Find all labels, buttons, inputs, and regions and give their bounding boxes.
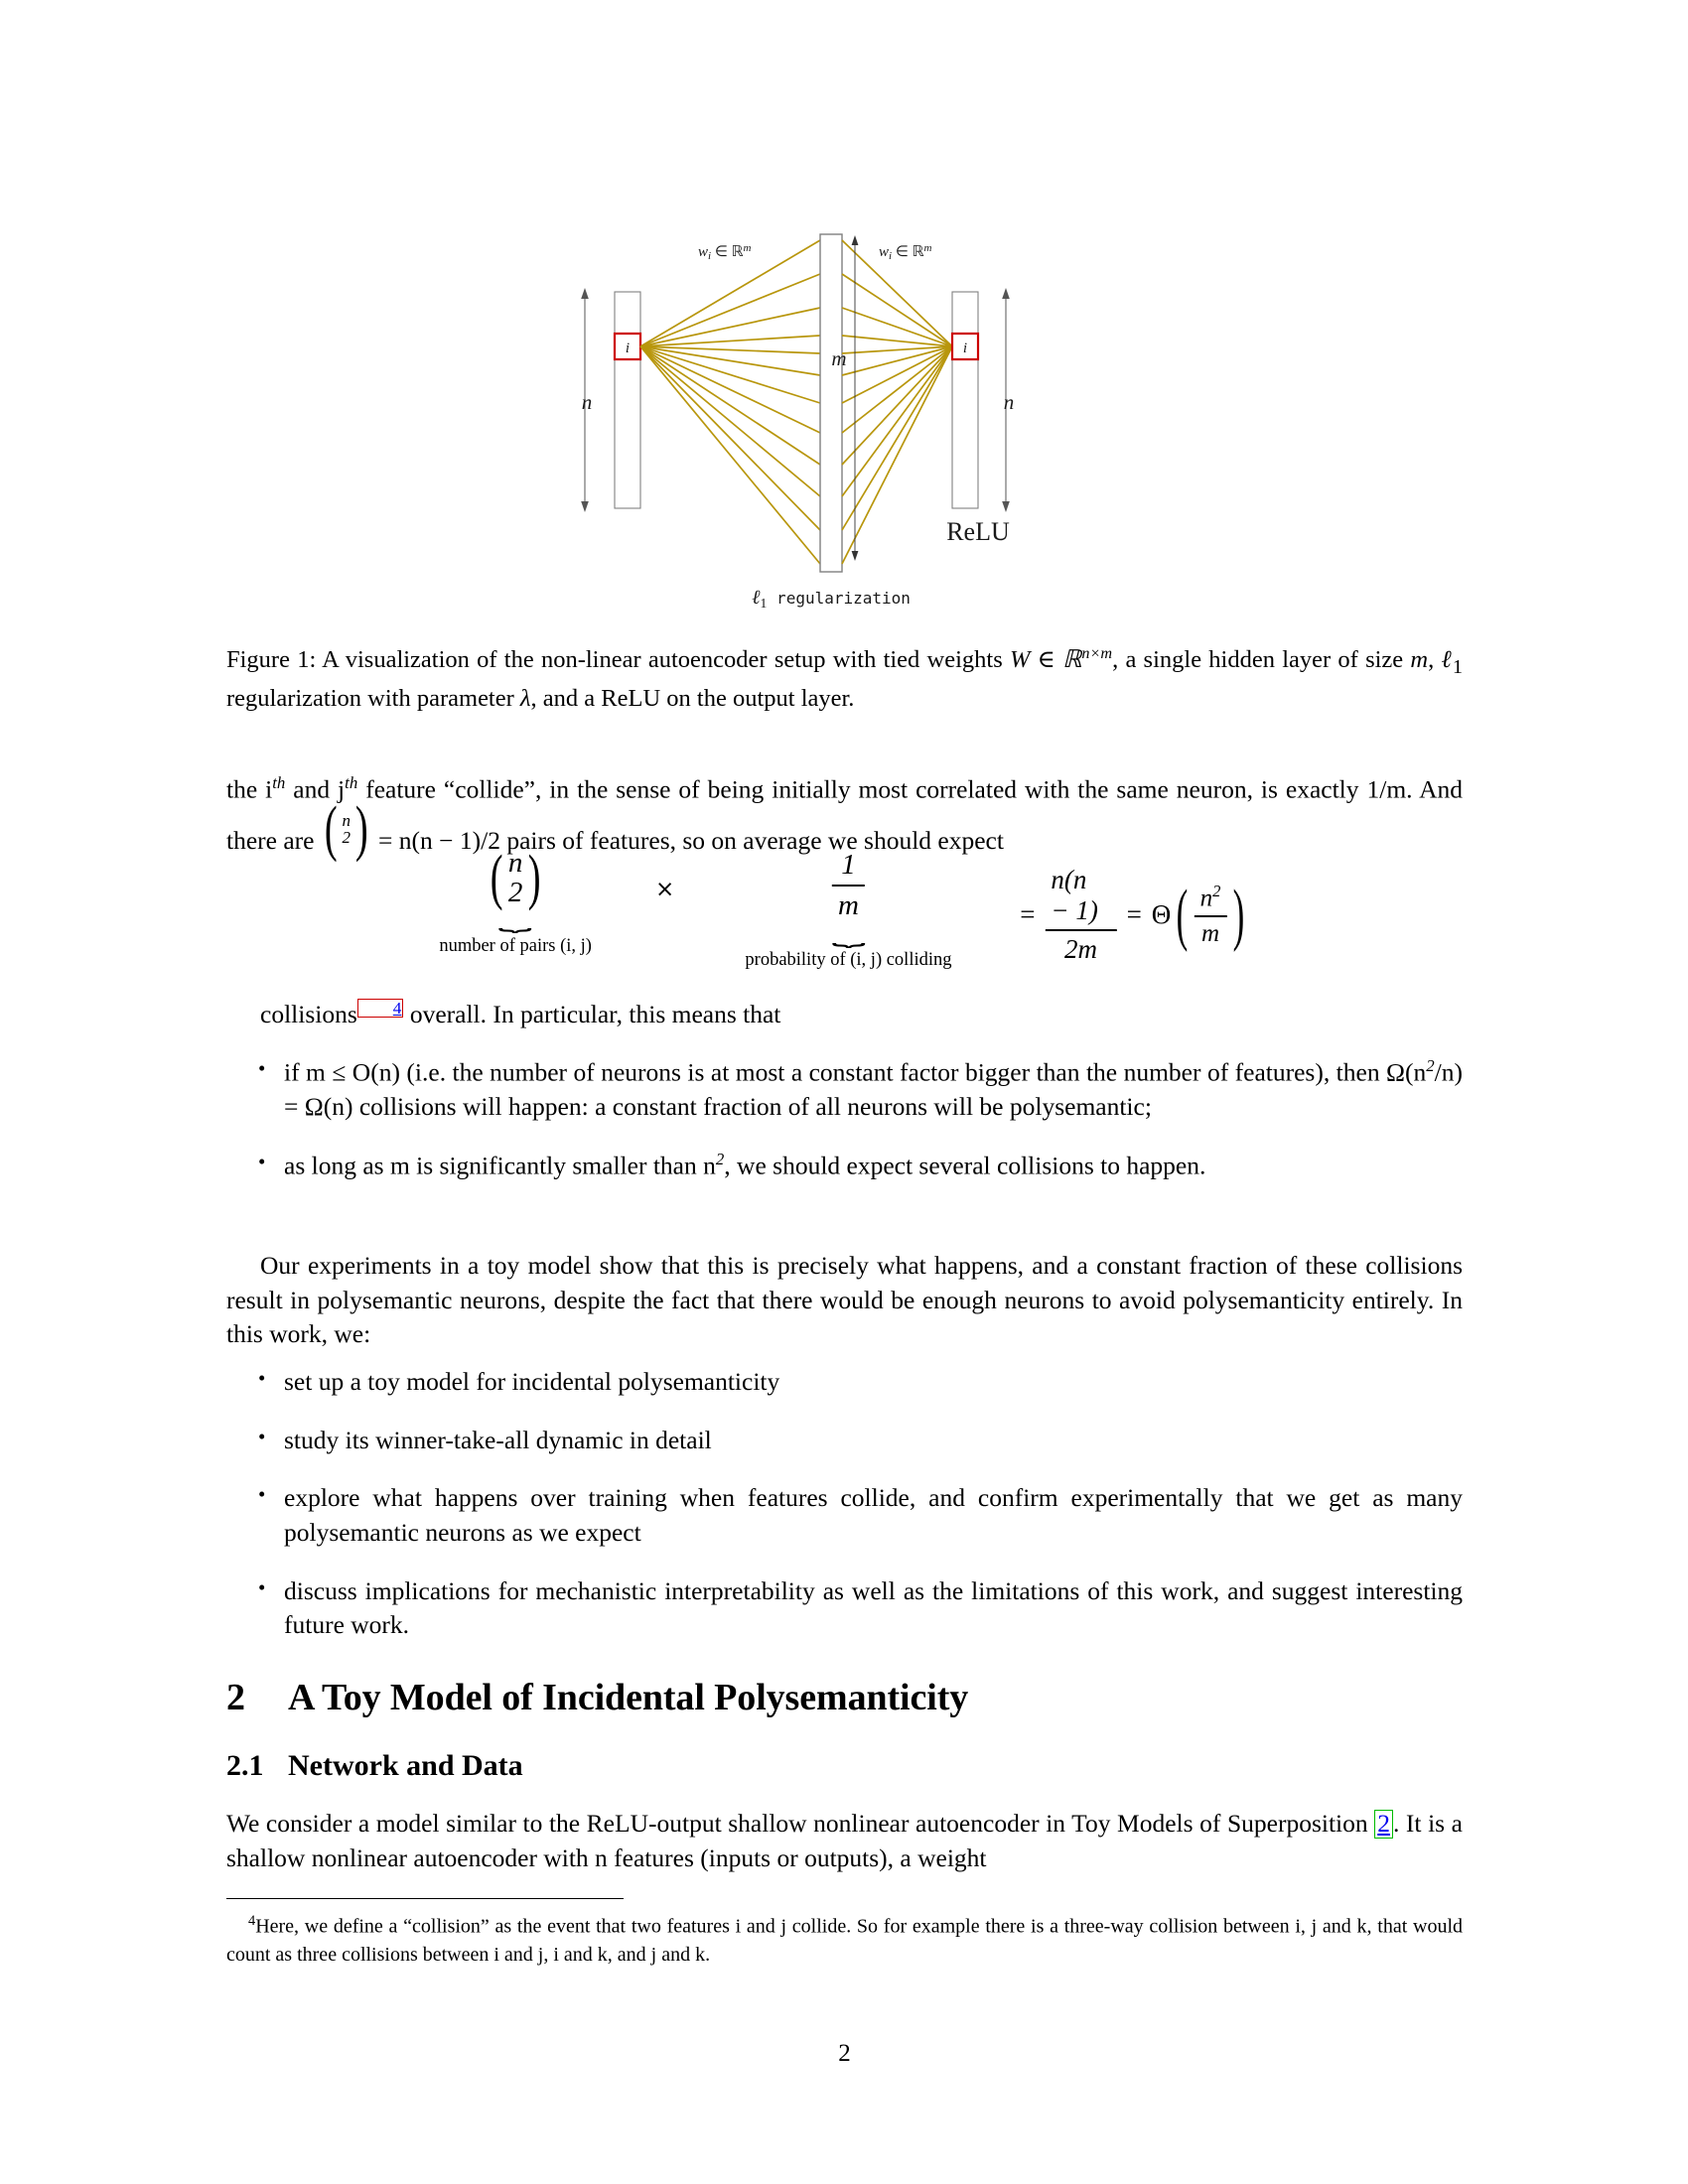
eq-right-hand-side (1010, 865, 1249, 965)
inline-binomial: ( n 2 ) (324, 795, 368, 864)
caption-math-lambda: λ (519, 685, 531, 713)
collisions-text-a: collisions (260, 1000, 357, 1028)
underbrace-right-label: probability of (i, j) colliding (745, 950, 952, 971)
figure-1 (226, 226, 1463, 623)
l1-regularization-label: ℓ$_1$ $^{regularization}$ (752, 587, 911, 612)
list-item (254, 1149, 1463, 1183)
binomial-coefficient (487, 844, 544, 912)
binom-left-paren: ( (491, 844, 503, 912)
theta-symbol: Θ (1151, 898, 1172, 929)
collide-sup-2: th (345, 773, 358, 792)
fraction-nn1-over-2m (1045, 865, 1116, 965)
output-layer-rect (952, 292, 978, 508)
bullet2-text-a: as long as m is significantly smaller than n (284, 1151, 716, 1180)
collide-t5: = n(n − 1)/2 pairs of features, so on average we should expect (371, 826, 1004, 856)
eq-term-binomial (439, 844, 592, 957)
equals-sign-2: = (1126, 898, 1142, 929)
theta-numerator: $n^2$ (1199, 881, 1221, 912)
input-layer-rect (615, 292, 640, 508)
implications-list (254, 1055, 1463, 1183)
weconsider-text-b: . It is a shallow nonlinear autoencoder with n features (inputs or outputs), a weight (226, 1809, 1463, 1872)
theta-right-paren: ) (1232, 876, 1244, 953)
hidden-size-label: m (831, 346, 847, 370)
input-feature-i-label: i (625, 341, 631, 356)
footnote-separator (226, 1898, 624, 1899)
underbrace-left-label: number of pairs (i, j) (439, 935, 592, 956)
contributions-list (254, 1365, 1463, 1643)
list-item: • set up a toy model for incidental polysemanticity (254, 1365, 1463, 1400)
collide-t1: the i (226, 774, 273, 804)
caption-label: Figure 1: (226, 646, 317, 674)
theta-fraction-bar (1195, 915, 1227, 917)
binom-n: n (507, 847, 523, 879)
section-title: A Toy Model of Incidental Polysemanticity (288, 1677, 969, 1718)
underbrace-left-glyph: ⏟ (498, 903, 533, 933)
rhs-numerator: n(n − 1) (1051, 865, 1098, 925)
encoder-weight-label: $w_i$ ∈ ℝ$^m$ (698, 242, 752, 262)
caption-text-2: , a single hidden layer of size (1112, 646, 1411, 674)
footnote-link-4[interactable]: 4 (357, 999, 404, 1018)
figure-caption (226, 643, 1463, 716)
output-feature-i-label: i (962, 341, 968, 356)
caption-text-4: regularization with parameter (226, 685, 520, 713)
citation-link-2[interactable]: 2 (1374, 1810, 1393, 1839)
relu-label: ReLU (946, 517, 1010, 546)
paragraph-collide (226, 772, 1464, 864)
multiplication-sign: × (654, 877, 675, 902)
collide-sup-1: th (272, 773, 286, 792)
paragraph-we-consider (226, 1807, 1463, 1875)
caption-math-ell: ℓ (1441, 646, 1453, 674)
subsection-number: 2.1 (226, 1749, 264, 1782)
output-size-label: n (1003, 390, 1015, 414)
collisions-text-b: overall. In particular, this means that (403, 1000, 781, 1028)
collide-t2: and j (285, 774, 346, 804)
fraction-bar (832, 885, 865, 887)
encoder-edges (640, 240, 820, 564)
binom-2: 2 (507, 876, 523, 908)
bullet1-sup: 2 (1426, 1056, 1435, 1075)
collide-t4: is exactly 1/m. And there are (226, 774, 1464, 856)
section-number: 2 (226, 1677, 245, 1718)
footnote-4 (226, 1911, 1463, 1969)
autoencoder-diagram (569, 226, 1120, 623)
subsection-title: Network and Data (288, 1749, 523, 1782)
weconsider-text-a: We consider a model similar to the ReLU-output shallow nonlinear autoencoder in Toy Models of Superposition (226, 1809, 1375, 1838)
equals-sign-1: = (1020, 898, 1036, 929)
paragraph-collisions (226, 998, 1463, 1032)
fraction-n2-over-m (1195, 882, 1227, 948)
caption-text-1: A visualization of the non-linear autoencoder setup with tied weights (316, 646, 1010, 674)
list-item: • discuss implications for mechanistic interpretability as well as the limitations of this work, and suggest interesting future work. (254, 1574, 1463, 1643)
fraction-one-over-m (832, 849, 865, 922)
theta-denominator: m (1200, 919, 1220, 947)
theta-left-paren: ( (1177, 876, 1189, 953)
frac-denominator-m: m (837, 888, 859, 921)
subsection-heading-2-1 (226, 1749, 1463, 1783)
caption-math-m: m (1410, 646, 1429, 674)
bullet1-text-b: /n) = Ω(n) collisions will happen: a constant fraction of all neurons will be polysemantic; (284, 1057, 1463, 1122)
section-heading-2 (226, 1676, 1463, 1719)
page-number: 2 (838, 2040, 851, 2067)
decoder-edges (842, 240, 952, 564)
bullet2-text-b: , we should expect several collisions to happen. (724, 1151, 1206, 1180)
rhs-denominator: 2m (1063, 933, 1097, 964)
caption-text-5: , and a ReLU on the output layer. (530, 685, 855, 713)
input-size-label: n (581, 390, 593, 414)
eq-term-probability (745, 849, 951, 971)
decoder-weight-label: $w_i$ ∈ ℝ$^m$ (879, 242, 932, 262)
hidden-layer-rect (820, 234, 842, 572)
display-equation (226, 844, 1463, 983)
collide-t3: feature “collide”, in the sense of being initially most correlated with the same neuron, (357, 774, 1253, 804)
footnote-text: Here, we define a “collision” as the event that two features i and j collide. So for example there is a three-way collision between i, j and k, that would count as three collisions between i and j, i and k, and j and k. (226, 1915, 1463, 1966)
caption-text-3: , (1428, 646, 1442, 674)
bullet2-sup: 2 (715, 1149, 725, 1168)
binom-right-paren: ) (527, 844, 541, 912)
list-item (254, 1055, 1463, 1125)
rhs-fraction-bar (1045, 929, 1116, 931)
caption-math-W-sup: n×m (1081, 645, 1113, 662)
footnote-marker: 4 (248, 1913, 256, 1929)
caption-math-ell-sub: 1 (1452, 656, 1464, 679)
bullet1-text-a: if m ≤ O(n) (i.e. the number of neurons is at most a constant factor bigger than the number of features), then Ω(n (284, 1057, 1427, 1087)
paragraph-experiments: Our experiments in a toy model show that this is precisely what happens, and a constant fraction of these collisions result in polysemantic neurons, despite the fact that there would be enough neurons to avoid polysemanticity entirely. In this work, we: (226, 1251, 1463, 1349)
frac-numerator-1: 1 (841, 849, 856, 881)
underbrace-right-glyph: ⏟ (831, 917, 866, 947)
caption-math-W: W ∈ ℝ (1010, 646, 1082, 674)
autoencoder-svg (569, 226, 1120, 623)
list-item: • study its winner-take-all dynamic in detail (254, 1424, 1463, 1458)
list-item: • explore what happens over training when features collide, and confirm experimentally that we get as many polysemantic neurons as we expect (254, 1481, 1463, 1550)
